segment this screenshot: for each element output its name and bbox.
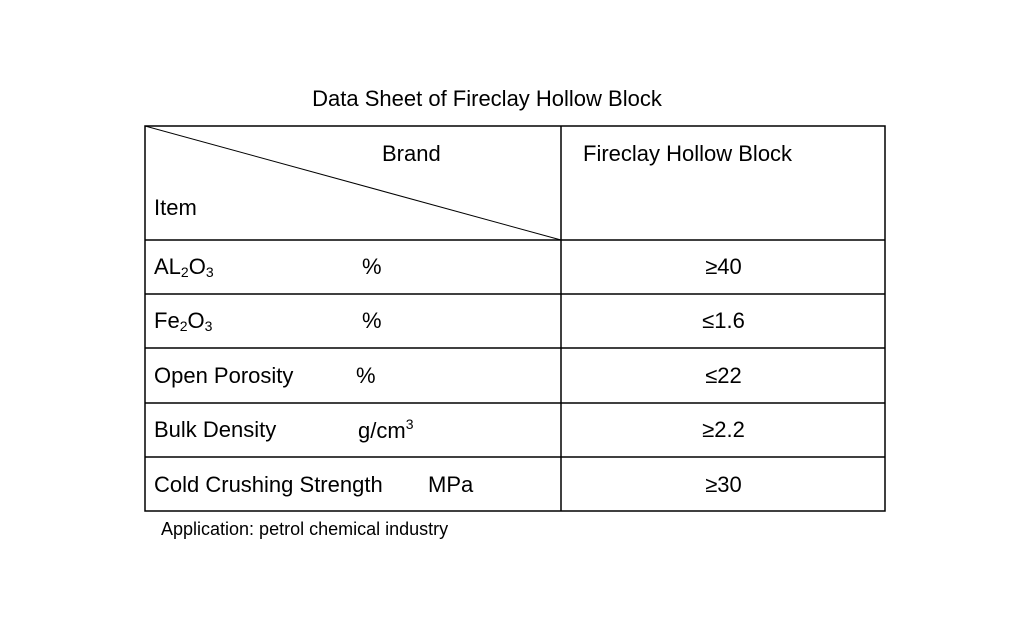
- value-cell: [561, 294, 886, 348]
- header-product-name: Fireclay Hollow Block: [583, 141, 793, 166]
- table-row: [144, 294, 886, 348]
- value-cell: [561, 240, 886, 294]
- item-cell: [144, 294, 560, 348]
- item-cell: [144, 348, 560, 403]
- item-unit: %: [362, 254, 382, 279]
- item-name: $AL_2O_3$: [154, 254, 214, 280]
- table-row: [144, 403, 886, 457]
- table-row: [144, 457, 886, 512]
- item-name: $Fe_2O_3$: [154, 308, 213, 334]
- item-name: Bulk Density: [154, 417, 277, 442]
- item-value: ≤22: [705, 362, 742, 388]
- item-unit: %: [356, 362, 376, 388]
- item-cell: [144, 403, 560, 457]
- application-note: Application: petrol chemical industry: [161, 519, 449, 539]
- item-value: ≤1.6: [702, 308, 745, 333]
- data-sheet-table: [144, 125, 886, 512]
- item-name: Cold Crushing Strength: [154, 471, 383, 497]
- value-cell: [561, 403, 886, 457]
- table-row: [144, 240, 886, 294]
- item-value: ≥40: [705, 254, 742, 279]
- item-unit: MPa: [428, 471, 474, 497]
- header-item-label: Item: [154, 195, 197, 220]
- header-brand-label: Brand: [382, 141, 441, 166]
- header-diagonal-line: [145, 126, 561, 240]
- item-cell: [144, 240, 560, 294]
- item-value: ≥30: [705, 471, 742, 497]
- table-row: [144, 348, 886, 403]
- page-title: Data Sheet of Fireclay Hollow Block: [312, 86, 662, 111]
- value-cell: [561, 348, 886, 403]
- item-unit: %: [362, 308, 382, 333]
- item-cell: [144, 457, 560, 512]
- value-cell: [561, 457, 886, 512]
- item-unit: $g/cm^3$: [358, 416, 414, 443]
- item-value: ≥2.2: [702, 417, 745, 442]
- item-name: Open Porosity: [154, 362, 294, 388]
